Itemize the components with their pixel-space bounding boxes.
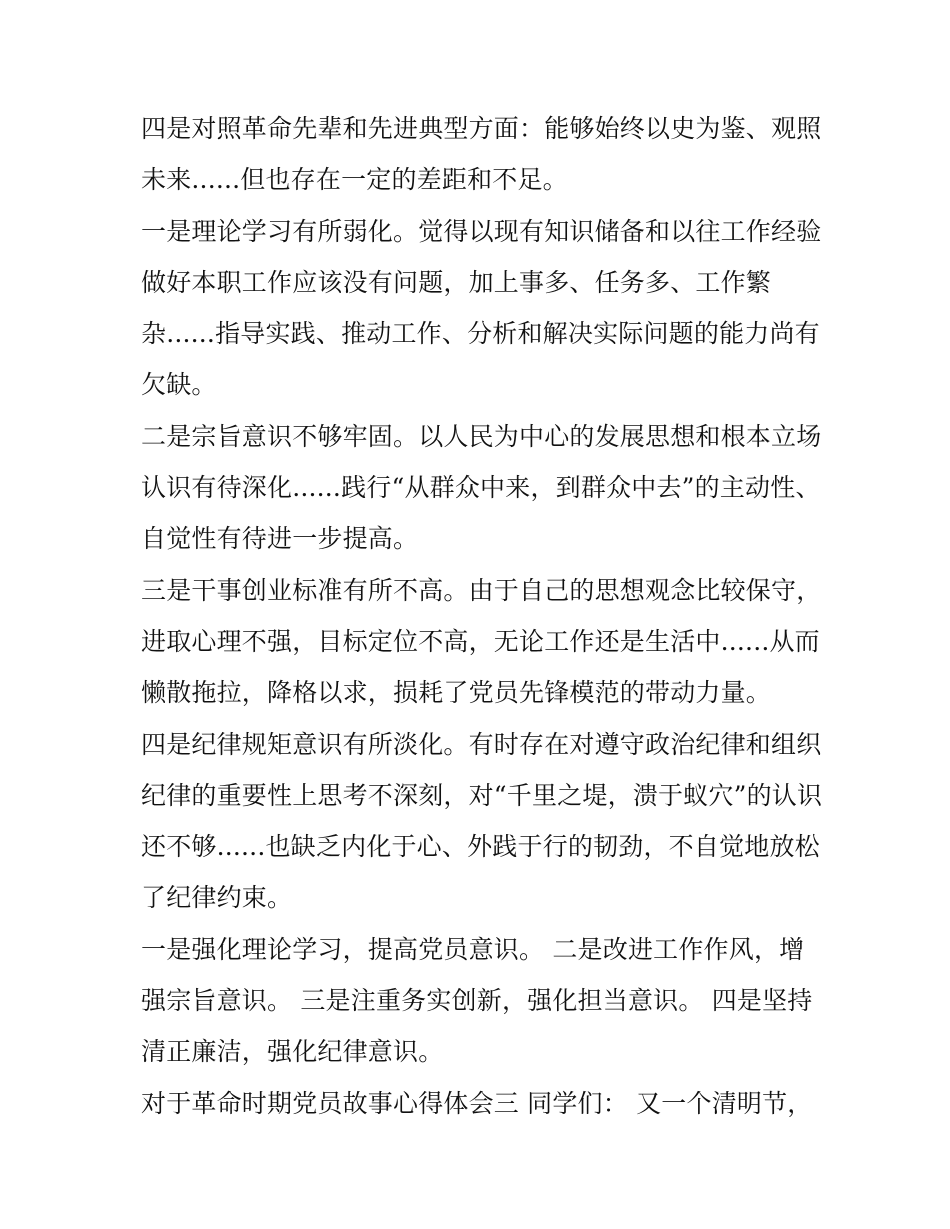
text-line: 自觉性有待进一步提高。 [141,524,419,554]
text-line: 认识有待深化......践行“从群众中来，到群众中去”的主动性、 [141,473,821,503]
text-line: 杂......指导实践、推动工作、分析和解决实际问题的能力尚有 [141,319,820,349]
text-line: 对于革命时期党员故事心得体会三 同学们： 又一个清明节， [141,1088,813,1118]
text-line: 四是对照革命先辈和先进典型方面：能够始终以史为鉴、观照 [141,114,822,143]
document-body [141,103,821,1129]
text-line: 三是干事创业标准有所不高。由于自己的思想观念比较保守， [141,575,822,605]
text-line: 纪律的重要性上思考不深刻，对“千里之堤，溃于蚁穴”的认识 [141,780,823,810]
text-line: 清正廉洁，强化纪律意识。 [141,1037,444,1067]
text-line: 进取心理不强，目标定位不高，无论工作还是生活中......从而 [141,626,820,656]
text-line: 还不够......也缺乏内化于心、外践于行的韧劲，不自觉地放松 [141,832,820,862]
text-line: 强宗旨意识。 三是注重务实创新，强化担当意识。 四是坚持 [141,986,813,1016]
text-line: 了纪律约束。 [141,883,293,913]
text-line: 懒散拖拉，降格以求，损耗了党员先锋模范的带动力量。 [141,678,772,708]
text-line: 一是理论学习有所弱化。觉得以现有知识储备和以往工作经验 [141,216,822,246]
text-line: 欠缺。 [141,370,217,400]
text-line: 未来......但也存在一定的差距和不足。 [141,165,568,195]
text-line: 二是宗旨意识不够牢固。以人民为中心的发展思想和根本立场 [141,421,822,451]
text-line: 做好本职工作应该没有问题，加上事多、任务多、工作繁 [141,267,772,297]
text-line: 四是纪律规矩意识有所淡化。有时存在对遵守政治纪律和组织 [141,729,822,759]
text-line: 一是强化理论学习，提高党员意识。 二是改进工作作风，增 [141,934,805,964]
